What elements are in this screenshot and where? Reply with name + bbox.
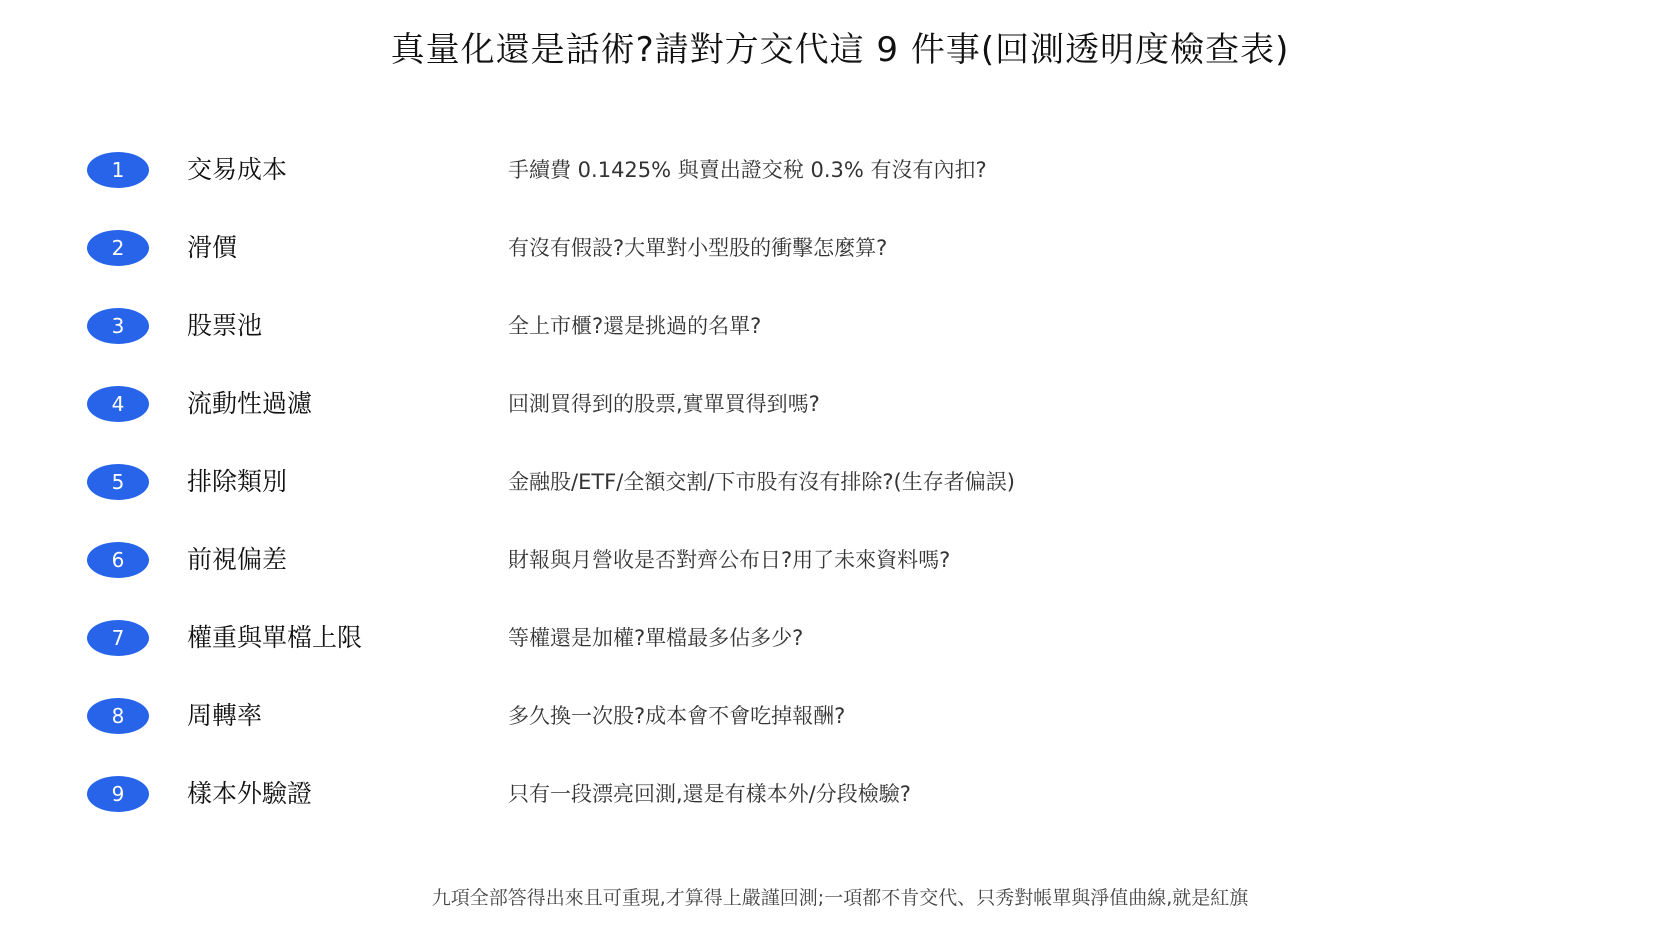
checklist-item — [0, 462, 1680, 502]
item-description: 手續費 0.1425% 與賣出證交稅 0.3% 有沒有內扣? — [508, 158, 987, 182]
item-description: 只有一段漂亮回測,還是有樣本外/分段檢驗? — [508, 782, 911, 806]
item-description: 多久換一次股?成本會不會吃掉報酬? — [508, 704, 846, 728]
number-badge: 1 — [87, 152, 149, 188]
item-label: 前視偏差 — [187, 545, 288, 574]
item-description: 財報與月營收是否對齊公布日?用了未來資料嗎? — [508, 548, 951, 572]
number-badge: 9 — [87, 776, 149, 812]
number-badge: 5 — [87, 464, 149, 500]
checklist-item — [0, 306, 1680, 346]
checklist-item — [0, 540, 1680, 580]
number-badge: 7 — [87, 620, 149, 656]
checklist-item — [0, 774, 1680, 814]
checklist-item — [0, 150, 1680, 190]
number-badge: 8 — [87, 698, 149, 734]
item-description: 金融股/ETF/全額交割/下市股有沒有排除?(生存者偏誤) — [508, 470, 1015, 494]
checklist-item — [0, 618, 1680, 658]
number-badge: 3 — [87, 308, 149, 344]
item-label: 排除類別 — [187, 467, 288, 496]
item-label: 樣本外驗證 — [187, 779, 313, 808]
footer-note: 九項全部答得出來且可重現,才算得上嚴謹回測;一項都不肯交代、只秀對帳單與淨值曲線,就是紅旗 — [431, 887, 1249, 909]
checklist-item — [0, 228, 1680, 268]
number-badge: 2 — [87, 230, 149, 266]
checklist-item — [0, 696, 1680, 736]
item-label: 權重與單檔上限 — [187, 623, 363, 652]
item-description: 有沒有假設?大單對小型股的衝擊怎麼算? — [508, 236, 888, 260]
checklist-item — [0, 384, 1680, 424]
item-description: 等權還是加權?單檔最多佔多少? — [508, 626, 804, 650]
item-description: 回測買得到的股票,實單買得到嗎? — [508, 392, 820, 416]
page-title: 真量化還是話術?請對方交代這 9 件事(回測透明度檢查表) — [390, 30, 1290, 70]
item-label: 交易成本 — [187, 155, 288, 184]
number-badge: 4 — [87, 386, 149, 422]
item-label: 周轉率 — [187, 701, 263, 730]
item-label: 流動性過濾 — [187, 389, 313, 418]
item-label: 股票池 — [187, 311, 263, 340]
item-label: 滑價 — [187, 233, 238, 262]
item-description: 全上市櫃?還是挑過的名單? — [508, 314, 762, 338]
number-badge: 6 — [87, 542, 149, 578]
